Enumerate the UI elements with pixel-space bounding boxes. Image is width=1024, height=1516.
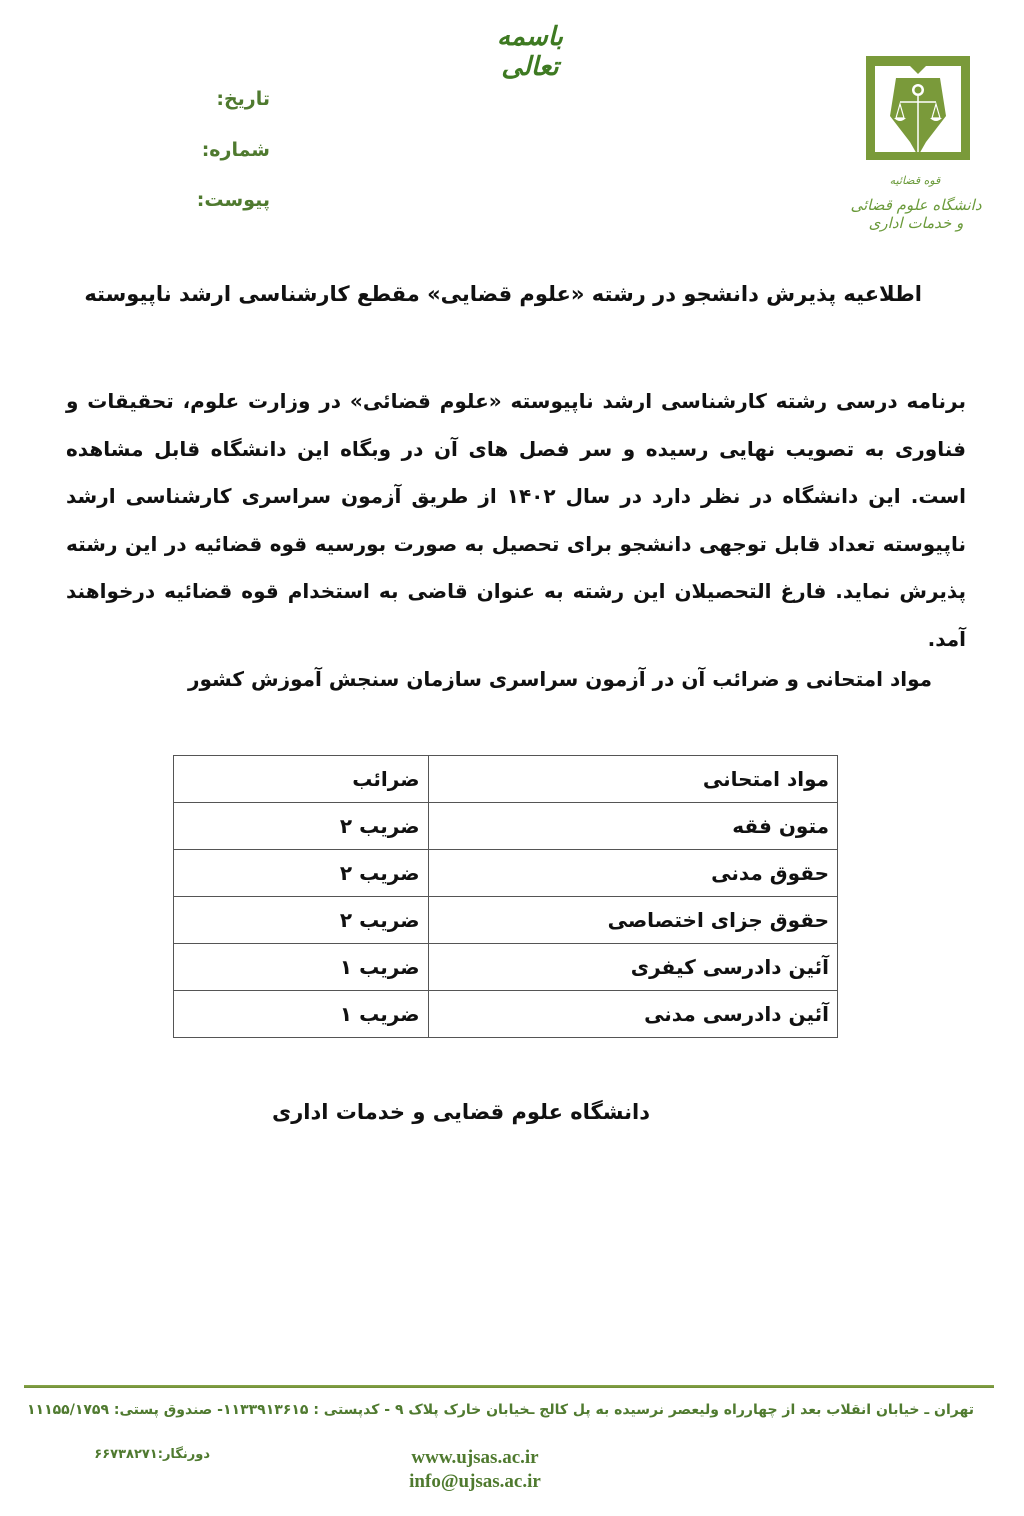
footer-fax: دورنگار:۶۶۷۳۸۲۷۱ — [94, 1447, 210, 1462]
table-row — [174, 850, 838, 897]
footer-divider — [24, 1385, 994, 1388]
table-header-row — [174, 756, 838, 803]
footer-contact — [350, 1446, 600, 1494]
subject-cell: آئین دادرسی کیفری — [428, 944, 837, 991]
date-label: تاریخ: — [216, 88, 270, 110]
coefficient-cell: ضریب ۱ — [174, 944, 429, 991]
coefficient-cell: ضریب ۲ — [174, 850, 429, 897]
coefficient-cell: ضریب ۲ — [174, 897, 429, 944]
table-row — [174, 897, 838, 944]
document-title: اطلاعیه پذیرش دانشجو در رشته «علوم قضایی» مقطع کارشناسی ارشد ناپیوسته — [84, 282, 922, 306]
number-label: شماره: — [201, 139, 270, 161]
scales-of-justice-book-logo-icon — [866, 56, 970, 160]
table-row — [174, 944, 838, 991]
subject-cell: متون فقه — [428, 803, 837, 850]
logo-subtitle-top: قوه قضائیه — [889, 174, 941, 187]
exam-subjects-table — [173, 755, 838, 1038]
table-row — [174, 803, 838, 850]
bismillah-heading: باسمه تعالی — [497, 22, 563, 82]
website-link[interactable]: www.ujsas.ac.ir — [411, 1447, 539, 1468]
signature: دانشگاه علوم قضایی و خدمات اداری — [271, 1100, 650, 1124]
coefficient-cell: ضریب ۲ — [174, 803, 429, 850]
subject-cell: حقوق مدنی — [428, 850, 837, 897]
footer-address: تهران ـ خیابان انقلاب بعد از چهارراه ولیعصر نرسیده به پل کالج ـخیابان خارک پلاک ۹ - کدپستی : ۱۱۳۳۹۱۳۶۱۵- صندوق پستی: ۱۱۱۵۵/۱۷۵۹ — [27, 1402, 974, 1418]
email-link[interactable]: info@ujsas.ac.ir — [409, 1471, 541, 1492]
table-caption: مواد امتحانی و ضرائب آن در آزمون سراسری سازمان سنجش آموزش کشور — [187, 667, 932, 691]
header-subject: مواد امتحانی — [428, 756, 837, 803]
logo-subtitle-main: دانشگاه علوم قضائی و خدمات اداری — [850, 196, 982, 232]
subject-cell: آئین دادرسی مدنی — [428, 991, 837, 1038]
university-logo — [866, 56, 970, 160]
coefficient-cell: ضریب ۱ — [174, 991, 429, 1038]
body-paragraph: برنامه درسی رشته کارشناسی ارشد ناپیوسته «علوم قضائی» در وزارت علوم، تحقیقات و فناوری به تصویب نهایی رسیده و سر فصل های آن در وبگاه این دانشگاه قابل مشاهده است. این دانشگاه در نظر دارد در سال ۱۴۰۲ از طریق آزمون سراسری کارشناسی ارشد ناپیوسته تعداد قابل توجهی دانشجو برای تحصیل به صورت بورسیه قوه قضائیه در این رشته پذیرش نماید. فارغ التحصیلان این رشته به عنوان قاضی به استخدام قوه قضائیه درخواهند آمد. — [66, 389, 967, 651]
attachment-label: پیوست: — [196, 189, 270, 211]
header-coefficient: ضرائب — [174, 756, 429, 803]
table-row — [174, 991, 838, 1038]
subject-cell: حقوق جزای اختصاصی — [428, 897, 837, 944]
